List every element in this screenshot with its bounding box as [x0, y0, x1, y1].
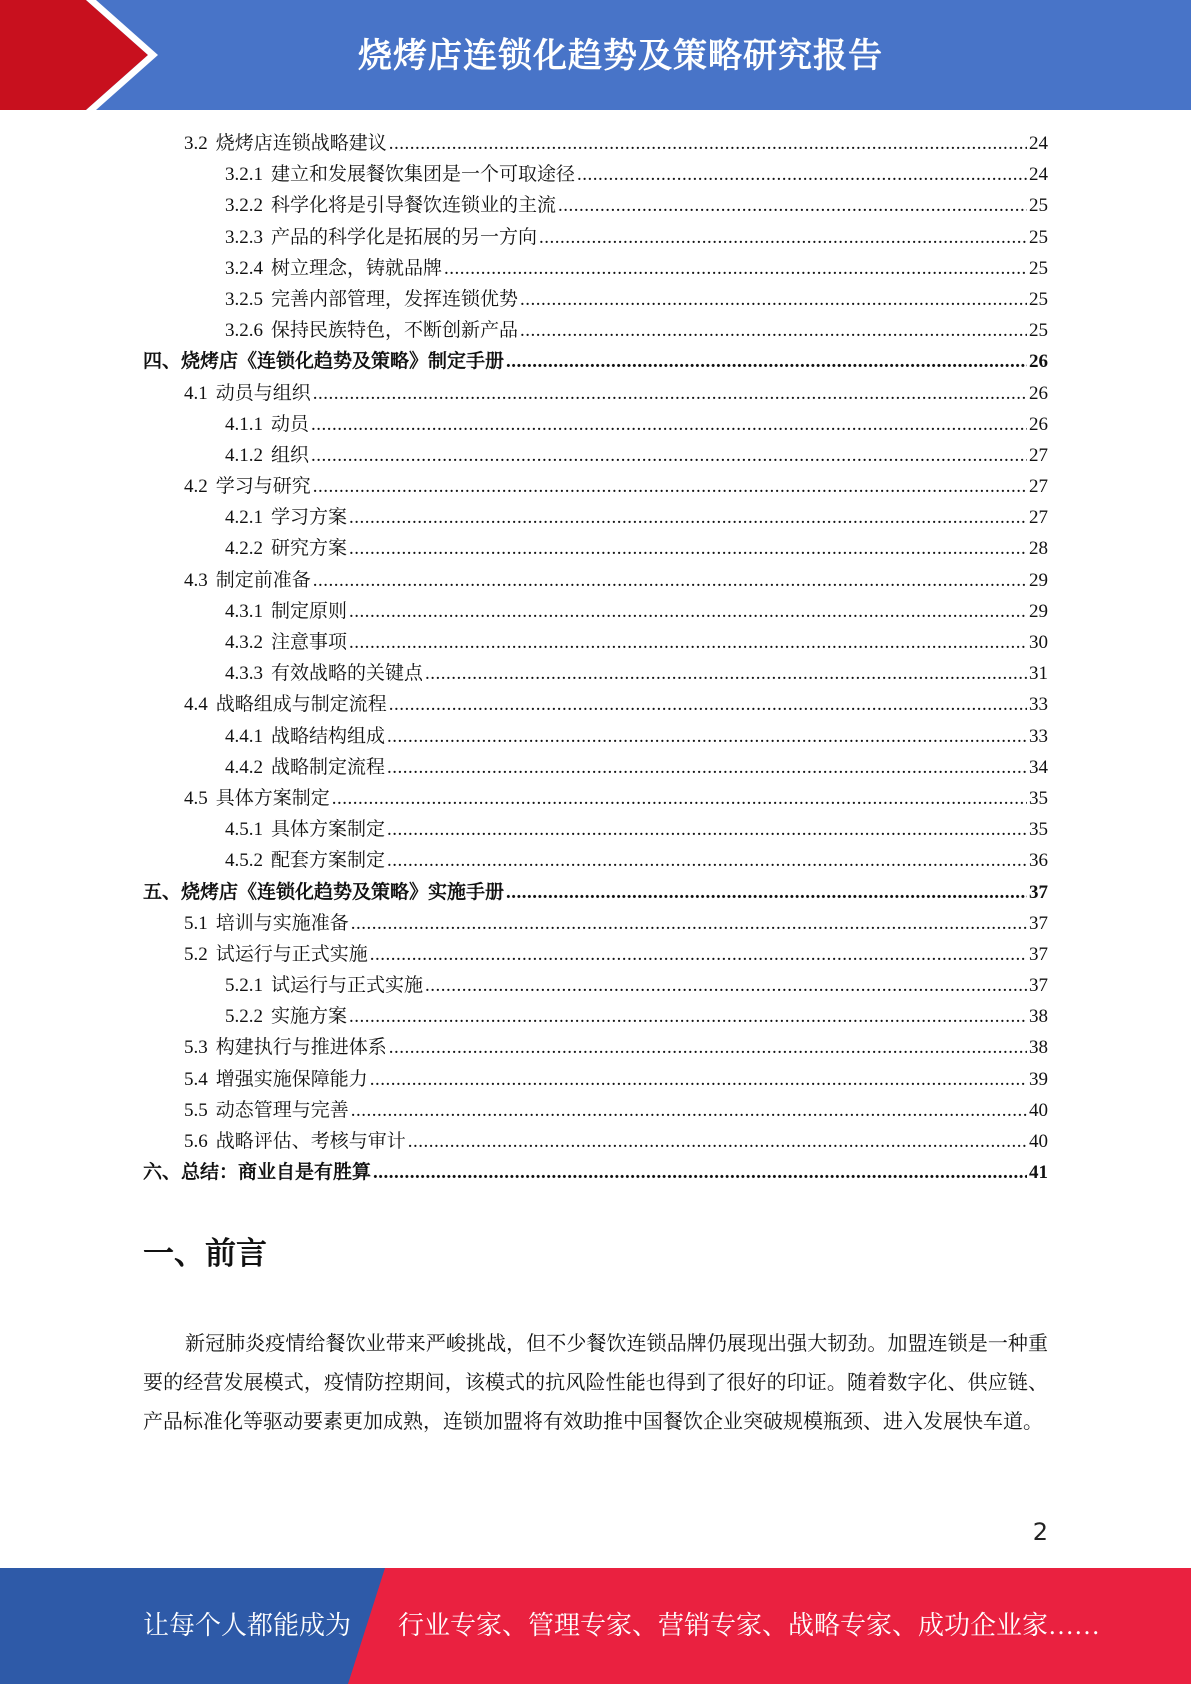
- toc-entry-title: 动员与组织: [215, 382, 311, 404]
- toc-entry-title: 动员: [271, 413, 310, 435]
- toc-entry-page: 33: [1029, 694, 1048, 716]
- toc-entry-number: 4.3.3: [225, 663, 263, 685]
- toc-entry-number: 4.2: [184, 476, 208, 498]
- toc-entry-page: 27: [1029, 507, 1048, 529]
- toc-entry-title: 试运行与正式实施: [215, 943, 368, 965]
- toc-entry-number: 4.3.2: [225, 632, 263, 653]
- toc-entry[interactable]: [143, 689, 1048, 720]
- toc-entry[interactable]: [143, 159, 1048, 190]
- toc-dot-leader: [313, 471, 1027, 502]
- toc-entry[interactable]: [143, 190, 1048, 221]
- toc-entry-title: 学习方案: [271, 507, 348, 529]
- toc-entry-title: 保持民族特色，不断创新产品: [271, 320, 519, 342]
- toc-entry[interactable]: [143, 378, 1048, 409]
- toc-dot-leader: [313, 378, 1027, 409]
- toc-entry-page: 25: [1029, 288, 1048, 310]
- toc-entry-title: 战略结构组成: [271, 725, 386, 747]
- toc-entry-title: 学习与研究: [215, 476, 311, 498]
- toc-entry-page: 27: [1029, 444, 1048, 466]
- toc-entry-page: 39: [1029, 1068, 1048, 1090]
- toc-entry-title: 制定原则: [271, 600, 348, 622]
- toc-entry-number: 4.4.1: [225, 725, 263, 747]
- report-title: 烧烤店连锁化趋势及策略研究报告: [358, 36, 883, 76]
- toc-entry-title: 战略评估、考核与审计: [215, 1131, 406, 1152]
- toc-entry-number: 4.5.2: [225, 850, 263, 872]
- toc-entry[interactable]: [143, 658, 1048, 689]
- toc-entry-page: 31: [1029, 663, 1048, 685]
- toc-entry-page: 38: [1029, 1037, 1048, 1059]
- toc-entry-number: 4.2.1: [225, 507, 263, 529]
- toc-dot-leader: [351, 908, 1027, 939]
- toc-entry-title: 树立理念，铸就品牌: [271, 257, 443, 279]
- toc-entry-number: 4.4.2: [225, 756, 263, 778]
- toc-entry-page: 26: [1029, 413, 1048, 435]
- toc-entry-title: 构建执行与推进体系: [215, 1037, 387, 1059]
- toc-entry-page: 25: [1029, 226, 1048, 248]
- toc-entry-page: 33: [1029, 725, 1048, 747]
- toc-entry-title: 具体方案制定: [271, 819, 386, 841]
- toc-entry-number: 5.6: [184, 1131, 208, 1152]
- toc-entry-page: 37: [1029, 943, 1048, 965]
- toc-entry-number: 4.1.2: [225, 444, 263, 466]
- toc-dot-leader: [520, 315, 1027, 346]
- toc-entry-number: 3.2.4: [225, 257, 263, 279]
- page-footer: [0, 1568, 1191, 1684]
- toc-entry-page: 40: [1029, 1099, 1048, 1121]
- toc-entry-title: 研究方案: [271, 538, 348, 560]
- toc-dot-leader: [577, 159, 1027, 190]
- toc-entry[interactable]: [143, 1095, 1048, 1126]
- toc-entry-page: 29: [1029, 569, 1048, 591]
- toc-entry[interactable]: [143, 128, 1048, 159]
- toc-entry-number: 4.3.1: [225, 600, 263, 622]
- toc-entry-page: 35: [1029, 787, 1048, 809]
- toc-entry-title: 战略制定流程: [271, 756, 386, 778]
- toc-entry[interactable]: [143, 1001, 1048, 1032]
- toc-entry[interactable]: [143, 845, 1048, 876]
- toc-entry[interactable]: [143, 284, 1048, 315]
- toc-entry-page: 36: [1029, 850, 1048, 872]
- toc-entry-number: 4.1: [184, 382, 208, 404]
- toc-dot-leader: [349, 533, 1027, 564]
- toc-dot-leader: [349, 596, 1027, 627]
- toc-entry-title: 科学化将是引导餐饮连锁业的主流: [271, 195, 557, 217]
- toc-entry-page: 40: [1029, 1131, 1048, 1152]
- toc-dot-leader: [520, 284, 1027, 315]
- toc-dot-leader: [389, 1032, 1027, 1063]
- toc-entry-page: 37: [1029, 912, 1048, 934]
- toc-entry-title: 实施方案: [271, 1006, 348, 1028]
- toc-entry-number: 5.1: [184, 912, 208, 934]
- toc-dot-leader: [387, 752, 1027, 783]
- toc-dot-leader: [389, 128, 1027, 159]
- toc-entry-title: 试运行与正式实施: [271, 975, 424, 997]
- toc-entry-number: 4.2.2: [225, 538, 263, 560]
- toc-entry[interactable]: [143, 565, 1048, 596]
- toc-dot-leader: [387, 721, 1027, 752]
- toc-dot-leader: [313, 565, 1027, 596]
- toc-entry-number: 3.2.3: [225, 226, 263, 248]
- toc-dot-leader: [389, 689, 1027, 720]
- table-of-contents: [143, 128, 1048, 1188]
- toc-entry[interactable]: [143, 1157, 1048, 1188]
- toc-dot-leader: [425, 970, 1027, 1001]
- toc-entry-title: 具体方案制定: [215, 787, 330, 809]
- toc-dot-leader: [370, 939, 1027, 970]
- footer-slogan-left: 让每个人都能成为: [143, 1611, 352, 1640]
- toc-entry-title: 制定前准备: [215, 569, 311, 591]
- toc-entry-title: 有效战略的关键点: [271, 663, 424, 685]
- toc-dot-leader: [373, 1157, 1027, 1188]
- toc-dot-leader: [425, 658, 1027, 689]
- toc-entry-title: 组织: [271, 444, 310, 466]
- toc-entry-number: 5.3: [184, 1037, 208, 1059]
- toc-dot-leader: [349, 502, 1027, 533]
- toc-entry[interactable]: [143, 471, 1048, 502]
- toc-entry[interactable]: [143, 783, 1048, 814]
- toc-entry-title: 建立和发展餐饮集团是一个可取途径: [271, 164, 576, 186]
- toc-dot-leader: [506, 877, 1027, 908]
- toc-entry-number: 5.5: [184, 1099, 208, 1121]
- toc-dot-leader: [558, 190, 1027, 221]
- toc-entry-page: 24: [1029, 133, 1048, 154]
- footer-slogan-right: 行业专家、管理专家、营销专家、战略专家、成功企业家……: [398, 1611, 1101, 1640]
- toc-entry-page: 37: [1029, 975, 1048, 997]
- toc-entry[interactable]: [143, 877, 1048, 908]
- toc-entry-number: 3.2: [184, 133, 208, 154]
- toc-entry-number: 4.3: [184, 569, 208, 591]
- toc-dot-leader: [332, 783, 1027, 814]
- toc-entry-page: 30: [1029, 632, 1048, 653]
- toc-entry-number: 4.5: [184, 787, 208, 809]
- toc-entry[interactable]: [143, 346, 1048, 377]
- toc-entry-page: 24: [1029, 164, 1048, 186]
- toc-entry-number: 3.2.1: [225, 164, 263, 186]
- toc-dot-leader: [370, 1064, 1027, 1095]
- toc-entry-page: 29: [1029, 600, 1048, 622]
- toc-entry-page: 37: [1029, 881, 1048, 903]
- toc-entry-title: 战略组成与制定流程: [215, 694, 387, 716]
- toc-entry[interactable]: [143, 222, 1048, 253]
- toc-entry-title: 注意事项: [271, 632, 348, 653]
- toc-entry-number: 5.2.2: [225, 1006, 263, 1028]
- toc-entry[interactable]: [143, 1032, 1048, 1063]
- toc-entry-title: 四、烧烤店《连锁化趋势及策略》制定手册: [143, 351, 505, 373]
- toc-dot-leader: [387, 814, 1027, 845]
- page-number: 2: [1032, 1518, 1048, 1546]
- toc-entry-page: 38: [1029, 1006, 1048, 1028]
- toc-dot-leader: [349, 627, 1027, 658]
- toc-dot-leader: [506, 346, 1027, 377]
- toc-entry-page: 25: [1029, 320, 1048, 342]
- page-header: [0, 0, 1191, 110]
- toc-entry[interactable]: [143, 970, 1048, 1001]
- toc-entry-page: 25: [1029, 257, 1048, 279]
- toc-entry[interactable]: [143, 253, 1048, 284]
- toc-entry[interactable]: [143, 939, 1048, 970]
- toc-entry-number: 5.4: [184, 1068, 208, 1090]
- toc-entry-title: 烧烤店连锁战略建议: [215, 133, 387, 154]
- toc-entry-number: 5.2: [184, 943, 208, 965]
- toc-dot-leader: [387, 845, 1027, 876]
- section-heading: 一、前言: [143, 1236, 267, 1272]
- toc-entry[interactable]: [143, 908, 1048, 939]
- toc-entry-page: 27: [1029, 476, 1048, 498]
- toc-entry-title: 动态管理与完善: [215, 1099, 349, 1121]
- toc-dot-leader: [311, 409, 1027, 440]
- toc-entry[interactable]: [143, 315, 1048, 346]
- toc-dot-leader: [408, 1126, 1027, 1157]
- toc-entry-title: 完善内部管理，发挥连锁优势: [271, 288, 519, 310]
- toc-entry-page: 25: [1029, 195, 1048, 217]
- toc-entry-number: 3.2.6: [225, 320, 263, 342]
- toc-entry-number: 5.2.1: [225, 975, 263, 997]
- toc-entry[interactable]: [143, 440, 1048, 471]
- toc-dot-leader: [349, 1001, 1027, 1032]
- toc-entry-title: 增强实施保障能力: [215, 1068, 368, 1090]
- toc-dot-leader: [311, 440, 1027, 471]
- toc-entry-title: 五、烧烤店《连锁化趋势及策略》实施手册: [143, 881, 505, 903]
- toc-entry-title: 配套方案制定: [271, 850, 386, 872]
- toc-dot-leader: [444, 253, 1027, 284]
- toc-entry[interactable]: [143, 1064, 1048, 1095]
- toc-entry[interactable]: [143, 721, 1048, 752]
- toc-entry-page: 35: [1029, 819, 1048, 841]
- toc-entry-number: 3.2.2: [225, 195, 263, 217]
- toc-entry-page: 41: [1029, 1162, 1048, 1184]
- toc-entry[interactable]: [143, 1126, 1048, 1157]
- toc-entry-page: 28: [1029, 538, 1048, 560]
- toc-entry[interactable]: [143, 409, 1048, 440]
- toc-entry-title: 六、总结：商业自是有胜算: [143, 1162, 372, 1184]
- toc-entry-title: 培训与实施准备: [215, 912, 349, 934]
- section-paragraph: 新冠肺炎疫情给餐饮业带来严峻挑战，但不少餐饮连锁品牌仍展现出强大韧劲。加盟连锁是一种重要的经营发展模式，疫情防控期间，该模式的抗风险性能也得到了很好的印证。随着数字化、供应链、产品标准化等驱动要素更加成熟，连锁加盟将有效助推中国餐饮企业突破规模瓶颈、进入发展快车道。: [143, 1333, 1048, 1433]
- toc-entry[interactable]: [143, 533, 1048, 564]
- toc-entry[interactable]: [143, 627, 1048, 658]
- toc-entry-page: 26: [1029, 382, 1048, 404]
- toc-entry-number: 4.1.1: [225, 413, 263, 435]
- toc-entry[interactable]: [143, 596, 1048, 627]
- toc-dot-leader: [351, 1095, 1027, 1126]
- toc-entry[interactable]: [143, 752, 1048, 783]
- toc-entry-number: 4.4: [184, 694, 208, 716]
- toc-entry[interactable]: [143, 814, 1048, 845]
- toc-entry[interactable]: [143, 502, 1048, 533]
- toc-entry-page: 34: [1029, 756, 1048, 778]
- toc-entry-title: 产品的科学化是拓展的另一方向: [271, 226, 538, 248]
- toc-entry-number: 4.5.1: [225, 819, 263, 841]
- toc-entry-page: 26: [1029, 351, 1048, 373]
- toc-dot-leader: [539, 222, 1027, 253]
- toc-entry-number: 3.2.5: [225, 288, 263, 310]
